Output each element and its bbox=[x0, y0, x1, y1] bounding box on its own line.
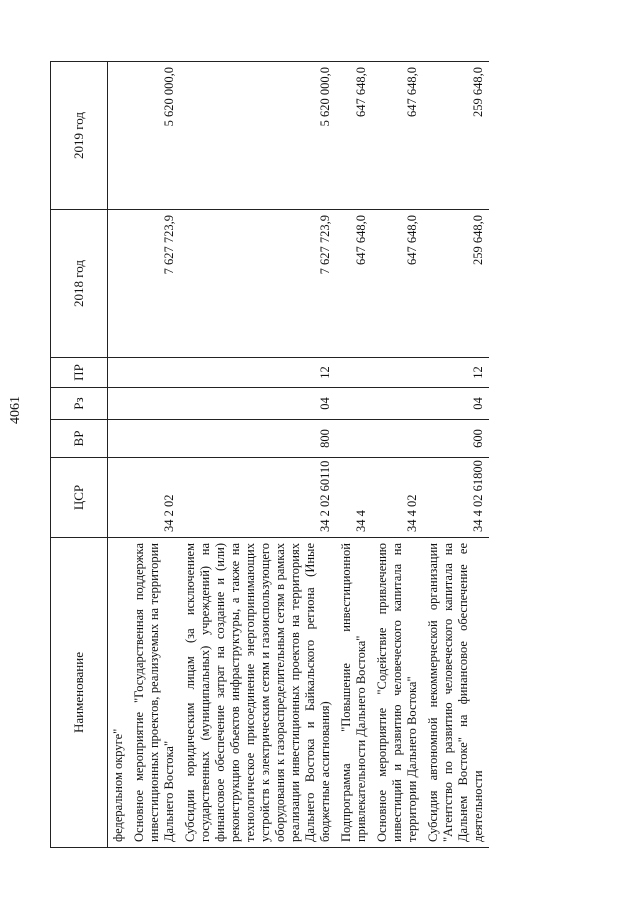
row-csr: 34 4 02 bbox=[372, 458, 423, 538]
row-2018 bbox=[108, 210, 130, 358]
row-csr: 34 2 02 bbox=[129, 458, 180, 538]
header-pr: ПР bbox=[51, 358, 108, 388]
table-row bbox=[423, 62, 489, 848]
row-2018: 647 648,0 bbox=[372, 210, 423, 358]
row-vr bbox=[108, 420, 130, 458]
table-row bbox=[180, 62, 336, 848]
header-name: Наименование bbox=[51, 538, 108, 848]
row-rz bbox=[336, 388, 372, 420]
row-vr: 800 bbox=[180, 420, 336, 458]
row-pr: 12 bbox=[423, 358, 489, 388]
page-number: 4061 bbox=[8, 396, 23, 424]
row-csr: 34 4 02 61800 bbox=[423, 458, 489, 538]
row-2019 bbox=[108, 62, 130, 210]
header-csr: ЦСР bbox=[51, 458, 108, 538]
row-pr bbox=[108, 358, 130, 388]
table-header-row bbox=[51, 62, 108, 848]
table-row bbox=[108, 62, 130, 848]
row-2018: 7 627 723,9 bbox=[180, 210, 336, 358]
row-vr: 600 bbox=[423, 420, 489, 458]
row-name: Основное мероприятие "Государственная поддержка инвестиционных проектов, реализуемых на территории Дальнего Востока" bbox=[129, 538, 180, 848]
row-name: Субсидия автономной некоммерческой организации "Агентство по развитию человеческого капитала на Дальнем Востоке" на финансовое обеспечение ее деятельности bbox=[423, 538, 489, 848]
row-2019: 5 620 000,0 bbox=[180, 62, 336, 210]
row-rz bbox=[372, 388, 423, 420]
row-2019: 5 620 000,0 bbox=[129, 62, 180, 210]
row-2019: 647 648,0 bbox=[372, 62, 423, 210]
table-row bbox=[372, 62, 423, 848]
row-rz: 04 bbox=[423, 388, 489, 420]
budget-table bbox=[50, 61, 489, 848]
header-vr: ВР bbox=[51, 420, 108, 458]
header-2019: 2019 год bbox=[51, 62, 108, 210]
row-pr bbox=[336, 358, 372, 388]
row-2018: 7 627 723,9 bbox=[129, 210, 180, 358]
row-pr bbox=[372, 358, 423, 388]
row-rz bbox=[129, 388, 180, 420]
row-name: федеральном округе" bbox=[108, 538, 130, 848]
row-pr: 12 bbox=[180, 358, 336, 388]
row-2019: 647 648,0 bbox=[336, 62, 372, 210]
row-2018: 259 648,0 bbox=[423, 210, 489, 358]
header-rz: Рз bbox=[51, 388, 108, 420]
row-name: Подпрограмма "Повышение инвестиционной привлекательности Дальнего Востока" bbox=[336, 538, 372, 848]
row-vr bbox=[129, 420, 180, 458]
header-2018: 2018 год bbox=[51, 210, 108, 358]
row-vr bbox=[372, 420, 423, 458]
row-vr bbox=[336, 420, 372, 458]
table-row bbox=[129, 62, 180, 848]
row-csr bbox=[108, 458, 130, 538]
row-name: Основное мероприятие "Содействие привлечению инвестиций и развитию человеческого капитала на территории Дальнего Востока" bbox=[372, 538, 423, 848]
row-name: Субсидии юридическим лицам (за исключением государственных (муниципальных) учреждений) на финансовое обеспечение затрат на создание и (или) реконструкцию объектов инфраструктуры, а также на технологическое присоединение энергопринимающих устройств к электрическим сетям и газоиспользующего оборудования к газораспределительным сетям в рамках реализации инвестиционных проектов на территориях Дальнего Востока и Байкальского региона (Иные бюджетные ассигнования) bbox=[180, 538, 336, 848]
row-2019: 259 648,0 bbox=[423, 62, 489, 210]
row-csr: 34 2 02 60110 bbox=[180, 458, 336, 538]
budget-table-rotated bbox=[50, 62, 595, 848]
row-rz bbox=[108, 388, 130, 420]
row-rz: 04 bbox=[180, 388, 336, 420]
row-2018: 647 648,0 bbox=[336, 210, 372, 358]
row-pr bbox=[129, 358, 180, 388]
row-csr: 34 4 bbox=[336, 458, 372, 538]
table-row bbox=[336, 62, 372, 848]
